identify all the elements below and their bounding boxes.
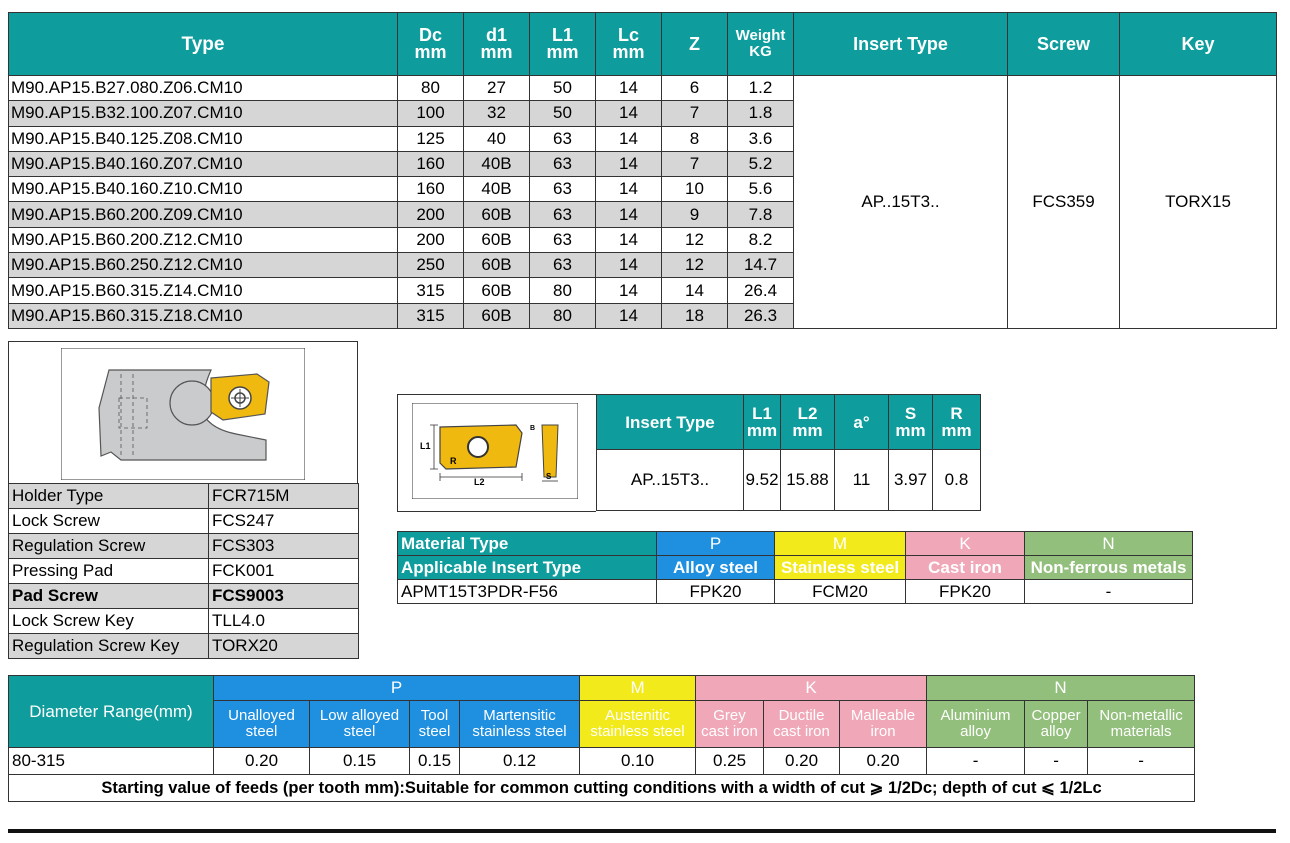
- header-type: Type: [9, 13, 398, 76]
- header-dc: Dc mm: [398, 13, 464, 76]
- table-header-row: [597, 395, 981, 450]
- r-label: R: [450, 456, 457, 466]
- l2-label: L2: [474, 477, 485, 487]
- cell-dc: 315: [398, 303, 464, 328]
- cell-type: M90.AP15.B40.160.Z07.CM10: [9, 151, 398, 176]
- header-weight: Weight KG: [728, 13, 794, 76]
- cell-l1: 63: [530, 177, 596, 202]
- group-p: P: [657, 532, 775, 556]
- cell-type: M90.AP15.B40.160.Z10.CM10: [9, 177, 398, 202]
- insert-spec-table: [596, 394, 981, 511]
- feed-value: 0.12: [460, 748, 580, 775]
- table-row: [9, 748, 1195, 775]
- group-k: K: [906, 532, 1025, 556]
- header-d1: d1 mm: [464, 13, 530, 76]
- cell-dc: 160: [398, 151, 464, 176]
- table-row: [9, 775, 1195, 802]
- material-grade-table: [397, 531, 1193, 604]
- material-austenitic: Austenitic stainless steel: [580, 701, 696, 748]
- header-s: S mm: [889, 395, 933, 450]
- cell-r: 0.8: [933, 450, 981, 511]
- cell-lc: 14: [596, 151, 662, 176]
- cell-lc: 14: [596, 303, 662, 328]
- cell-type: M90.AP15.B60.315.Z14.CM10: [9, 278, 398, 303]
- cell-d1: 60B: [464, 278, 530, 303]
- part-label: Lock Screw Key: [9, 609, 209, 634]
- cell-dc: 125: [398, 126, 464, 151]
- cell-d1: 60B: [464, 202, 530, 227]
- table-row: [9, 509, 359, 534]
- cell-z: 7: [662, 151, 728, 176]
- cell-dc: 315: [398, 278, 464, 303]
- cell-l1: 63: [530, 227, 596, 252]
- cell-lc: 14: [596, 101, 662, 126]
- group-k: K: [696, 676, 927, 701]
- feed-value: 0.15: [310, 748, 410, 775]
- cell-dc: 200: [398, 227, 464, 252]
- table-row: [9, 559, 359, 584]
- cell-type: M90.AP15.B32.100.Z07.CM10: [9, 101, 398, 126]
- table-row: [9, 484, 359, 509]
- cell-dc: 100: [398, 101, 464, 126]
- group-p-name: Alloy steel: [657, 556, 775, 580]
- part-value: TORX20: [209, 634, 359, 659]
- cell-lc: 14: [596, 227, 662, 252]
- part-label: Holder Type: [9, 484, 209, 509]
- cell-l1: 63: [530, 253, 596, 278]
- part-label: Regulation Screw Key: [9, 634, 209, 659]
- material-unalloyed-steel: Unalloyed steel: [214, 701, 310, 748]
- insert-name: APMT15T3PDR-F56: [398, 580, 657, 604]
- cell-lc: 14: [596, 278, 662, 303]
- cell-lc: 14: [596, 126, 662, 151]
- group-p: P: [214, 676, 580, 701]
- material-malleable-iron: Malleable iron: [840, 701, 927, 748]
- cell-dc: 250: [398, 253, 464, 278]
- cell-z: 7: [662, 101, 728, 126]
- screw-value: FCS359: [1008, 76, 1120, 329]
- insert-type-value: AP..15T3..: [794, 76, 1008, 329]
- cell-d1: 60B: [464, 253, 530, 278]
- cell-d1: 60B: [464, 227, 530, 252]
- feed-note: Starting value of feeds (per tooth mm):Suitable for common cutting conditions with a width of cut ⩾ 1/2Dc; depth of cut ⩽ 1/2Lc: [9, 775, 1195, 802]
- part-label: Lock Screw: [9, 509, 209, 534]
- material-ductile-cast-iron: Ductile cast iron: [764, 701, 840, 748]
- grade-p: FPK20: [657, 580, 775, 604]
- cell-type: M90.AP15.B60.315.Z18.CM10: [9, 303, 398, 328]
- cell-lc: 14: [596, 76, 662, 101]
- material-type-label: Material Type: [398, 532, 657, 556]
- cell-z: 8: [662, 126, 728, 151]
- cell-weight: 7.8: [728, 202, 794, 227]
- cell-d1: 40B: [464, 177, 530, 202]
- part-label: Regulation Screw: [9, 534, 209, 559]
- header-screw: Screw: [1008, 13, 1120, 76]
- part-value: FCS247: [209, 509, 359, 534]
- material-tool-steel: Tool steel: [410, 701, 460, 748]
- header-key: Key: [1120, 13, 1277, 76]
- material-copper-alloy: Copper alloy: [1025, 701, 1088, 748]
- material-low-alloyed-steel: Low alloyed steel: [310, 701, 410, 748]
- table-row: [9, 609, 359, 634]
- feed-value: 0.20: [764, 748, 840, 775]
- cell-s: 3.97: [889, 450, 933, 511]
- cell-z: 12: [662, 253, 728, 278]
- header-z: Z: [662, 13, 728, 76]
- feed-value: -: [927, 748, 1025, 775]
- holder-parts-table: [8, 483, 359, 659]
- material-martensitic: Martensitic stainless steel: [460, 701, 580, 748]
- header-r: R mm: [933, 395, 981, 450]
- cell-type: M90.AP15.B60.250.Z12.CM10: [9, 253, 398, 278]
- cell-type: M90.AP15.B60.200.Z12.CM10: [9, 227, 398, 252]
- cell-z: 10: [662, 177, 728, 202]
- cell-weight: 14.7: [728, 253, 794, 278]
- diameter-range-header: Diameter Range(mm): [9, 676, 214, 748]
- cell-l1: 9.52: [744, 450, 781, 511]
- cell-lc: 14: [596, 253, 662, 278]
- part-label: Pressing Pad: [9, 559, 209, 584]
- cell-l1: 80: [530, 303, 596, 328]
- table-header-row: [9, 676, 1195, 701]
- group-n: N: [1025, 532, 1193, 556]
- feed-value: -: [1025, 748, 1088, 775]
- header-lc: Lc mm: [596, 13, 662, 76]
- tool-spec-table: [8, 12, 1277, 329]
- cell-z: 14: [662, 278, 728, 303]
- group-m: M: [775, 532, 906, 556]
- part-value: FCS9003: [209, 584, 359, 609]
- table-row: [9, 534, 359, 559]
- part-value: FCK001: [209, 559, 359, 584]
- feed-value: 0.20: [214, 748, 310, 775]
- table-row: [9, 584, 359, 609]
- group-n: N: [927, 676, 1195, 701]
- cell-dc: 200: [398, 202, 464, 227]
- cell-dc: 160: [398, 177, 464, 202]
- cell-d1: 32: [464, 101, 530, 126]
- cell-z: 12: [662, 227, 728, 252]
- l1-label: L1: [420, 441, 431, 451]
- grade-k: FPK20: [906, 580, 1025, 604]
- cell-weight: 26.3: [728, 303, 794, 328]
- cell-weight: 8.2: [728, 227, 794, 252]
- header-l1: L1 mm: [530, 13, 596, 76]
- group-k-name: Cast iron: [906, 556, 1025, 580]
- cell-d1: 40B: [464, 151, 530, 176]
- holder-drawing: [8, 341, 358, 484]
- cell-weight: 5.2: [728, 151, 794, 176]
- range-value: 80-315: [9, 748, 214, 775]
- material-aluminium-alloy: Aluminium alloy: [927, 701, 1025, 748]
- cell-l1: 80: [530, 278, 596, 303]
- grade-m: FCM20: [775, 580, 906, 604]
- table-row: [9, 634, 359, 659]
- cell-l1: 63: [530, 126, 596, 151]
- s-label: S: [546, 472, 552, 481]
- cell-type: M90.AP15.B40.125.Z08.CM10: [9, 126, 398, 151]
- cell-l1: 50: [530, 76, 596, 101]
- part-label: Pad Screw: [9, 584, 209, 609]
- cell-z: 18: [662, 303, 728, 328]
- cell-d1: 60B: [464, 303, 530, 328]
- feed-value: 0.25: [696, 748, 764, 775]
- cell-weight: 26.4: [728, 278, 794, 303]
- table-row: [9, 76, 1277, 101]
- header-l2: L2 mm: [781, 395, 835, 450]
- cell-l1: 63: [530, 202, 596, 227]
- cell-z: 6: [662, 76, 728, 101]
- cell-weight: 5.6: [728, 177, 794, 202]
- cell-weight: 1.8: [728, 101, 794, 126]
- cell-l2: 15.88: [781, 450, 835, 511]
- cell-d1: 40: [464, 126, 530, 151]
- header-insert-type: Insert Type: [597, 395, 744, 450]
- table-row: [398, 532, 1193, 556]
- cell-weight: 1.2: [728, 76, 794, 101]
- table-row: [398, 556, 1193, 580]
- cell-a: 11: [835, 450, 889, 511]
- cell-type: M90.AP15.B27.080.Z06.CM10: [9, 76, 398, 101]
- cell-z: 9: [662, 202, 728, 227]
- insert-drawing: [397, 394, 596, 512]
- cell-d1: 27: [464, 76, 530, 101]
- grade-n: -: [1025, 580, 1193, 604]
- bottom-divider: [8, 829, 1276, 833]
- header-insert-type: Insert Type: [794, 13, 1008, 76]
- part-value: FCS303: [209, 534, 359, 559]
- table-row: [597, 450, 981, 511]
- group-m: M: [580, 676, 696, 701]
- part-value: TLL4.0: [209, 609, 359, 634]
- b-label: B: [530, 425, 536, 432]
- feed-value: 0.10: [580, 748, 696, 775]
- group-n-name: Non-ferrous metals: [1025, 556, 1193, 580]
- feed-value: 0.20: [840, 748, 927, 775]
- insert-geometry-icon: [412, 403, 578, 499]
- feed-value: 0.15: [410, 748, 460, 775]
- table-header-row: [9, 13, 1277, 76]
- cell-l1: 63: [530, 151, 596, 176]
- cell-lc: 14: [596, 202, 662, 227]
- material-non-metallic: Non-metallic materials: [1088, 701, 1195, 748]
- part-value: FCR715M: [209, 484, 359, 509]
- material-grey-cast-iron: Grey cast iron: [696, 701, 764, 748]
- applicable-insert-label: Applicable Insert Type: [398, 556, 657, 580]
- feed-value: -: [1088, 748, 1195, 775]
- key-value: TORX15: [1120, 76, 1277, 329]
- cell-insert-type: AP..15T3..: [597, 450, 744, 511]
- cell-dc: 80: [398, 76, 464, 101]
- table-row: [398, 580, 1193, 604]
- feed-rate-table: [8, 675, 1195, 802]
- cell-type: M90.AP15.B60.200.Z09.CM10: [9, 202, 398, 227]
- header-a: a°: [835, 395, 889, 450]
- cell-weight: 3.6: [728, 126, 794, 151]
- cell-l1: 50: [530, 101, 596, 126]
- cell-lc: 14: [596, 177, 662, 202]
- cartridge-illustration-icon: [61, 348, 305, 480]
- header-l1: L1 mm: [744, 395, 781, 450]
- group-m-name: Stainless steel: [775, 556, 906, 580]
